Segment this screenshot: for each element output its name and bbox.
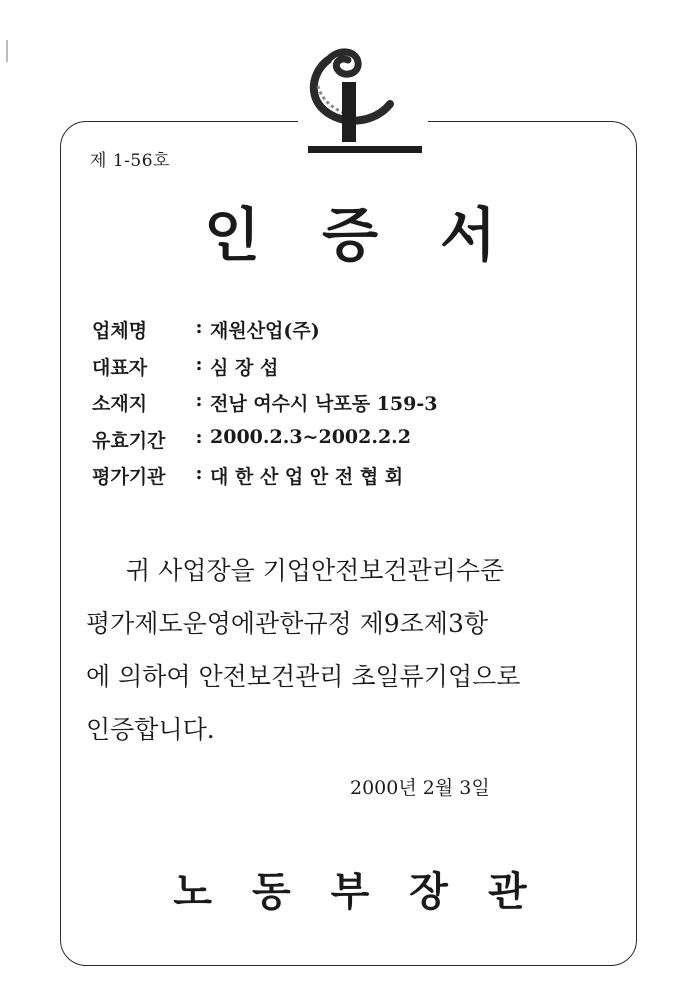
info-value: 전남 여수시 낙포동 159-3 [210,393,438,415]
body-line: 귀 사업장을 기업안전보건관리수준 [126,556,505,585]
certificate-info [92,316,437,499]
info-label: 대표자 [92,356,148,379]
info-separator: : [195,389,203,411]
info-separator: : [195,316,203,338]
info-label: 평가기관 [92,466,166,488]
info-value: 2000.2.3~2002.2.2 [210,425,412,448]
certificate-number: 제 1-56호 [90,151,170,171]
body-line: 인증합니다. [86,715,215,744]
info-value: 심 장 섭 [210,356,279,379]
info-separator: : [195,352,203,375]
info-row-representative [92,353,437,390]
info-separator: : [195,462,203,484]
body-line: 평가제도운영에관한규정 제9조제3항 [86,609,489,638]
info-separator: : [195,425,203,448]
info-label: 유효기간 [92,429,166,452]
info-row-validity [92,426,437,463]
certificate-title: 인증서 [203,201,559,269]
body-line: 에 의하여 안전보건관리 초일류기업으로 [86,662,521,691]
issuer-title: 노동부장관 [173,868,567,915]
scan-mark [6,40,8,62]
info-row-evaluator [92,462,437,499]
issue-date: 2000년 2월 3일 [350,777,490,799]
info-row-address [92,389,437,426]
certificate-body [86,544,616,756]
info-row-company [92,316,437,353]
info-value: 재원산업(주) [210,320,320,342]
info-value: 대 한 산 업 안 전 협 회 [210,466,404,488]
ministry-of-labor-emblem-icon [298,38,428,160]
info-label: 소재지 [92,393,148,415]
info-label: 업체명 [92,320,148,342]
